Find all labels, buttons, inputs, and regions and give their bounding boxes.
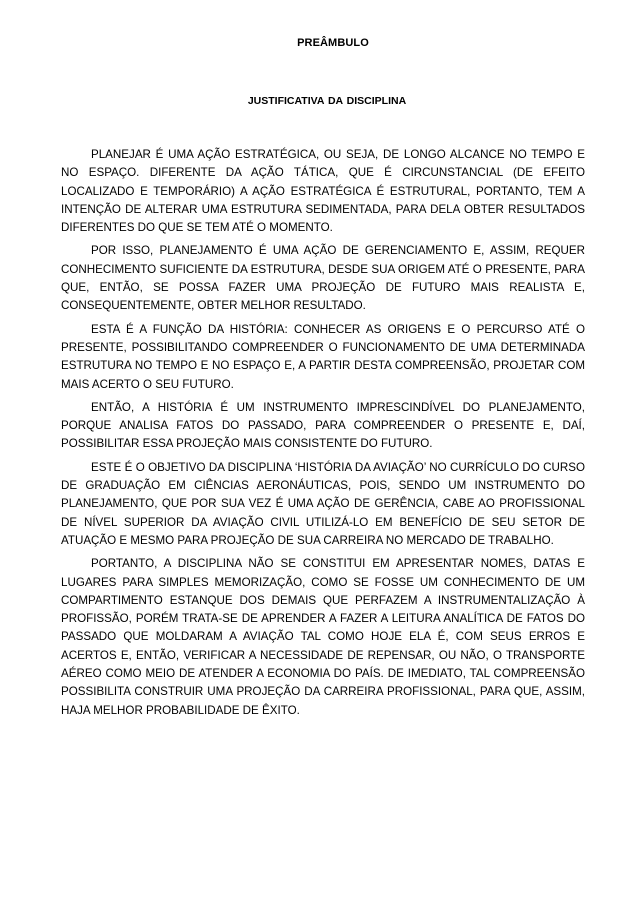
- paragraph-5: ESTE É O OBJETIVO DA DISCIPLINA ‘HISTÓRIA DA AVIAÇÃO’ NO CURRÍCULO DO CURSO DE GRADUAÇÃO EM CIÊNCIAS AERONÁUTICAS, POIS, SENDO UM INSTRUMENTO DO PLANEJAMENTO, QUE POR SUA VEZ É UMA AÇÃO DE GERÊNCIA, CABE AO PROFISSIONAL DE NÍVEL SUPERIOR DA AVIAÇÃO CIVIL UTILIZÁ-LO EM BENEFÍCIO DE SEU SETOR DE ATUAÇÃO E MESMO PARA PROJEÇÃO DE SUA CARREIRA NO MERCADO DE TRABALHO.: [61, 460, 585, 547]
- paragraph-4: ENTÃO, A HISTÓRIA É UM INSTRUMENTO IMPRESCINDÍVEL DO PLANEJAMENTO, PORQUE ANALISA FATOS DO PASSADO, PARA COMPREENDER O PRESENTE E, DAÍ, POSSIBILITAR ESSA PROJEÇÃO MAIS CONSISTENTE DO FUTURO.: [61, 400, 585, 451]
- document-body: [61, 146, 585, 720]
- paragraph-3: ESTA É A FUNÇÃO DA HISTÓRIA: CONHECER AS ORIGENS E O PERCURSO ATÉ O PRESENTE, POSSIBILITANDO COMPREENDER O FUNCIONAMENTO DE UMA DETERMINADA ESTRUTURA NO TEMPO E NO ESPAÇO E, A PARTIR DESTA COMPREENSÃO, PROJETAR COM MAIS ACERTO O SEU FUTURO.: [61, 322, 585, 391]
- paragraph-1: PLANEJAR É UMA AÇÃO ESTRATÉGICA, OU SEJA, DE LONGO ALCANCE NO TEMPO E NO ESPAÇO. DIFERENTE DA AÇÃO TÁTICA, QUE É CIRCUNSTANCIAL (DE EFEITO LOCALIZADO E TEMPORÁRIO) A AÇÃO ESTRATÉGICA É ESTRUTURAL, PORTANTO, TEM A INTENÇÃO DE ALTERAR UMA ESTRUTURA SEDIMENTADA, PARA DELA OBTER RESULTADOS DIFERENTES DO QUE SE TEM ATÉ O MOMENTO.: [61, 148, 585, 235]
- section-heading: JUSTIFICATIVA DA DISCIPLINA: [247, 95, 407, 107]
- paragraph-2: POR ISSO, PLANEJAMENTO É UMA AÇÃO DE GERENCIAMENTO E, ASSIM, REQUER CONHECIMENTO SUFICIENTE DA ESTRUTURA, DESDE SUA ORIGEM ATÉ O PRESENTE, PARA QUE, ENTÃO, SE POSSA FAZER UMA PROJEÇÃO DE FUTURO MAIS REALISTA E, CONSEQUENTEMENTE, OBTER MELHOR RESULTADO.: [61, 244, 585, 313]
- document-title: PREÂMBULO: [297, 37, 369, 49]
- paragraph-6: PORTANTO, A DISCIPLINA NÃO SE CONSTITUI EM APRESENTAR NOMES, DATAS E LUGARES PARA SIMPLES MEMORIZAÇÃO, COMO SE FOSSE UM CONHECIMENTO DE UM COMPARTIMENTO ESTANQUE DOS DEMAIS QUE PERFAZEM A INSTRUMENTALIZAÇÃO À PROFISSÃO, PORÉM TRATA-SE DE APRENDER A FAZER A LEITURA ANALÍTICA DE FATOS DO PASSADO QUE MOLDARAM A AVIAÇÃO TAL COMO HOJE ELA É, COM SEUS ERROS E ACERTOS E, ENTÃO, VERIFICAR A NECESSIDADE DE REPENSAR, OU NÃO, O TRANSPORTE AÉREO COMO MEIO DE ATENDER A ECONOMIA DO PAÍS. DE IMEDIATO, TAL COMPREENSÃO POSSIBILITA CONSTRUIR UMA PROJEÇÃO DA CARREIRA PROFISSIONAL, PARA QUE, ASSIM, HAJA MELHOR PROBABILIDADE DE ÊXITO.: [61, 557, 585, 717]
